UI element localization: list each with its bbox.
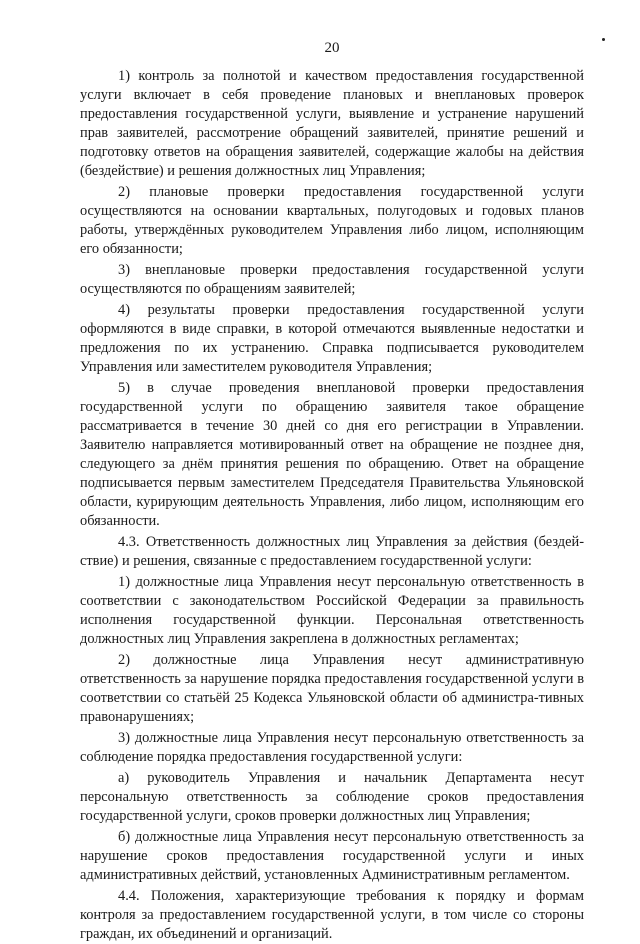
paragraph-control-scope: 1) контроль за полнотой и качеством предоставления государственной услуги включает в себя проведение плановых и внеплановых проверок предоставления государственной услуги, выявление и устранение нарушений прав заявителей, рассмотрение обращений заявителей, принятие решений и подготовку ответов на обращения заявителей, содержащие жалобы на действия (бездействие) и решения должностных лиц Управления; <box>80 68 584 179</box>
paragraph-personal-responsibility: 1) должностные лица Управления несут персональную ответственность в соответствии с законодательством Российской Федерации за правильность исполнения государственной функции. Персональная ответственность должностных лиц Управления закреплена в должностных регламентах; <box>80 574 584 647</box>
scan-speck <box>602 38 605 41</box>
paragraph-item-a: а) руководитель Управления и начальник Департамента несут персональную ответственность за соблюдение сроков предоставления государственной услуги, сроков проверки должностных лиц Управления; <box>80 770 584 824</box>
paragraph-procedure-responsibility: 3) должностные лица Управления несут персональную ответственность за соблюдение порядка предоставления государственной услуги: <box>80 730 584 765</box>
page-number: 20 <box>324 40 340 56</box>
paragraph-check-results: 4) результаты проверки предоставления государственной услуги оформляются в виде справки, в которой отмечаются выявленные недостатки и предложения по их устранению. Справка подписывается руководителем Управления или заместителем руководителя Управления; <box>80 302 584 375</box>
section-4-4-heading: 4.4. Положения, характеризующие требования к порядку и формам контроля за предоставлением государственной услуги, в том числе со стороны граждан, их объединений и организаций. <box>80 888 584 942</box>
paragraph-item-b: б) должностные лица Управления несут персональную ответственность за нарушение сроков предоставления государственной услуги и иных административных действий, установленных Административным регламентом. <box>80 829 584 883</box>
paragraph-unplanned-review: 5) в случае проведения внеплановой проверки предоставления государственной услуги по обращению заявителя такое обращение рассматривается в течение 30 дней со дня его регистрации в Управлении. Заявителю направляется мотивированный ответ на обращение не позднее дня, следующего за днём принятия решения по обращению. Ответ на обращение подписывается первым заместителем Председателя Правительства Ульяновской области, курирующим деятельность Управления, либо лицом, исполняющим его обязанности. <box>80 380 584 529</box>
paragraph-planned-checks: 2) плановые проверки предоставления государственной услуги осуществляются на основании квартальных, полугодовых и годовых планов работы, утверждённых руководителем Управления либо лицом, исполняющим его обязанности; <box>80 184 584 257</box>
paragraph-unplanned-checks: 3) внеплановые проверки предоставления государственной услуги осуществляются по обращениям заявителей; <box>80 262 584 297</box>
section-4-3-heading: 4.3. Ответственность должностных лиц Управления за действия (бездей-ствие) и решения, связанные с предоставлением государственной услуги: <box>80 534 584 569</box>
paragraph-administrative-responsibility: 2) должностные лица Управления несут административную ответственность за нарушение порядка предоставления государственной услуги в соответствии со статьёй 25 Кодекса Ульяновской области об администра-тивных правонарушениях; <box>80 652 584 725</box>
